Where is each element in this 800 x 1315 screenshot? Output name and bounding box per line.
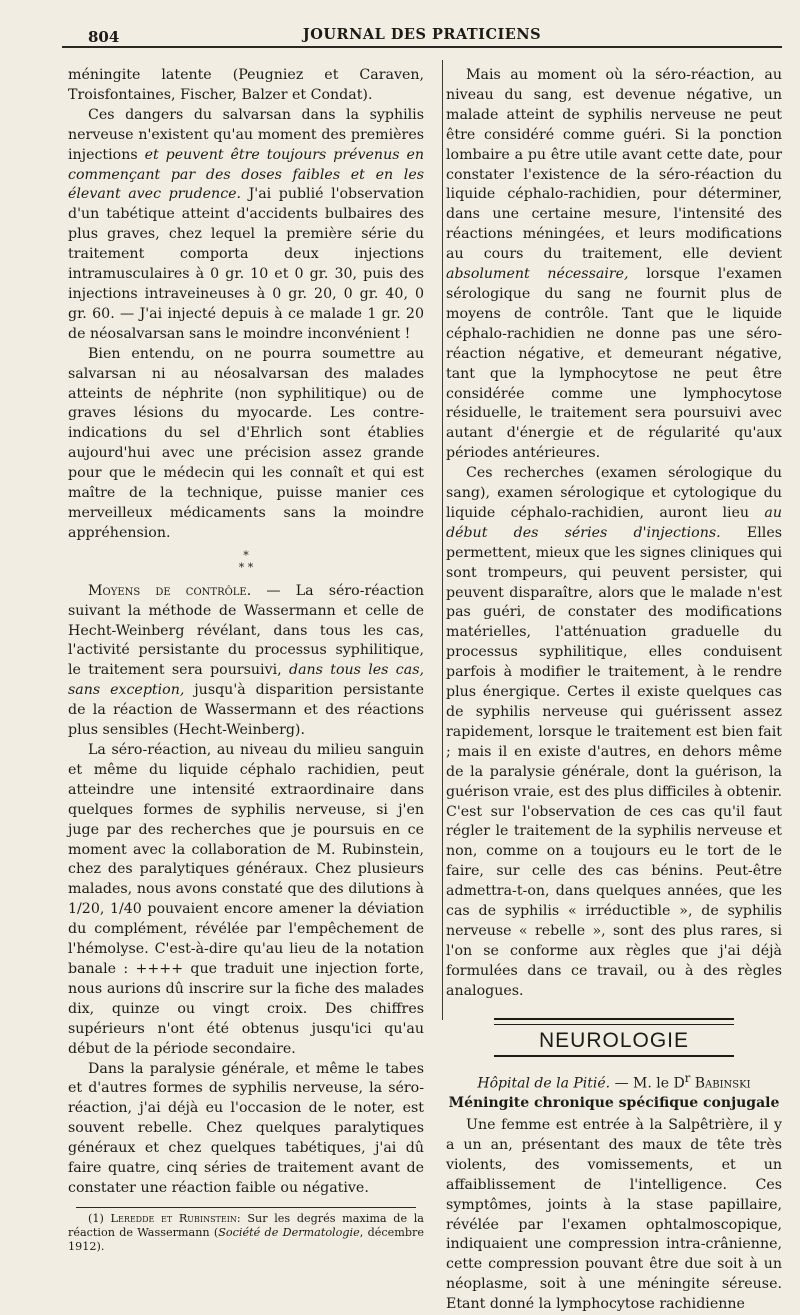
text-run: — La séro-réaction suivant la méthode de Wassermann et celle de Hecht-Weinberg révélant, dans tous les cas, l'activité persistante du processus syphilitique, le traitement sera poursuivi,	[68, 582, 425, 679]
left-column	[68, 66, 424, 1254]
section-title: NEUROLOGIE	[538, 1028, 690, 1052]
text-run: Ces recherches (examen sérologique du sang), examen sérologique et cytologique du liquide céphalo-rachidien, auront lieu	[446, 465, 782, 521]
italic-text: au début des séries d'injections.	[446, 504, 782, 541]
paragraph: Une femme est entrée à la Salpêtrière, il y a un an, présentant des maux de tête très violents, des vomissements, et un affaiblissement de l'intelligence. Ces symptômes, joints à la stase papillaire, révélée par l'examen ophtalmoscopique, indiquaient une compression intra-crânienne, cette compression pouvant être due soit à un néoplasme, soit à une méningite séreuse. Etant donné la lymphocytose rachidienne	[446, 1116, 782, 1313]
text-run: , décembre 1912).	[68, 1225, 424, 1253]
italic-text: et peuvent être toujours prévenus en commençant par des doses faibles et en les élevant avec prudence.	[68, 146, 424, 203]
italic-text: absolument nécessaire,	[446, 266, 629, 283]
asterism-bottom: * *	[238, 560, 254, 574]
asterism	[68, 550, 424, 574]
text-run: Ces dangers du salvarsan dans la syphilis nerveuse n'existent qu'au moment des premières injections	[68, 106, 424, 163]
text-run: : Sur les degrés maxima de la réaction de Wassermann (	[68, 1211, 424, 1239]
italic-text: Société de Dermatologie	[218, 1225, 360, 1239]
journal-title: JOURNAL DES PRATICIENS	[302, 26, 542, 43]
paragraph: La séro-réaction, au niveau du milieu sanguin et même du liquide céphalo rachidien, peut atteindre une intensité extraordinaire dans quelques formes de syphilis nerveuse, si j'en juge par des recherches que je poursuis en ce moment avec la collaboration de M. Rubinstein, chez des paralytiques généraux. Chez plusieurs malades, nous avons constaté que des dilutions à 1/20, 1/40 pouvaient encore amener la déviation du complément, révélée par l'empêchement de l'hémolyse. C'est-à-dire qu'au lieu de la notation banale : ++++ que traduit une injection forte, nous aurions dû inscrire sur la fiche des malades dix, quinze ou vingt croix. Des chiffres supérieurs n'ont été obtenus jusqu'ici qu'au début de la période secondaire.	[68, 742, 424, 1057]
footnote-rule	[76, 1207, 416, 1208]
right-column	[446, 66, 782, 1315]
footnote	[68, 1212, 424, 1254]
section-lead: Moyens de contrôle.	[88, 582, 252, 599]
asterism-top: *	[243, 548, 249, 562]
text-run: J'ai publié l'observation d'un tabétique atteint d'accidents bulbaires des plus graves, chez lequel la première série du traitement comporta deux injections intramusculaires à 0 gr. 10 et 0 gr. 30, puis des injections intraveineuses à 0 gr. 20, 0 gr. 40, 0 gr. 60. — J'ai injecté depuis à ce malade 1 gr. 20 de néosalvarsan sans le moindre inconvénient !	[68, 186, 424, 342]
article-title: Méningite chronique spécifique conjugale	[448, 1095, 780, 1112]
article-location	[446, 1069, 782, 1095]
paragraph	[68, 106, 424, 345]
section-rule	[494, 1055, 734, 1057]
page-number: 804	[88, 28, 120, 46]
author-name: Babinski	[694, 1075, 751, 1092]
paragraph	[446, 66, 782, 464]
column-divider	[442, 60, 443, 1020]
page-header	[62, 22, 782, 46]
paragraph	[446, 464, 782, 1001]
footnote-authors: Leredde et Rubinstein	[110, 1211, 237, 1225]
text-run: jusqu'à disparition persistante de la réaction de Wassermann et des réactions plus sensibles (Hecht-Weinberg).	[68, 682, 424, 739]
text-run: Elles permettent, mieux que les signes cliniques qui sont trompeurs, qui peuvent persister, qui peuvent disparaître, alors que le malade n'est pas guéri, de constater des modifications matérielles, l'atténuation graduelle du processus syphilitique, elles conduisent parfois à modifier le traitement, à le rendre plus énergique. Certes il existe quelques cas de syphilis nerveuse qui guérissent assez rapidement, lorsque le traitement est bien fait ; mais il en existe d'autres, en dehors même de la paralysie générale, dont la guérison, la guérison vraie, est des plus difficiles à obtenir. C'est sur l'observation de ces cas qu'il faut régler le traitement de la syphilis nerveuse et non, comme on a toujours eu le tort de le faire, sur celle des cas bénins. Peut-être admettra-t-on, dans quelques années, que les cas de syphilis « irréductible », de syphilis nerveuse « rebelle », sont des plus rares, si l'on se conforme aux règles que j'ai déjà formulées dans ce travail, ou à des règles analogues.	[446, 524, 783, 999]
header-rule	[62, 46, 782, 48]
section-rule	[494, 1018, 734, 1025]
italic-text: Hôpital de la Pitié.	[477, 1075, 611, 1092]
paragraph	[68, 582, 424, 741]
paragraph: Bien entendu, on ne pourra soumettre au salvarsan ni au néosalvarsan des malades atteints de néphrite (non syphilitique) ou de graves lésions du myocarde. Les contre-indications du sel d'Ehrlich sont établies aujourd'hui avec une précision assez grande pour que le médecin qui les connaît et qui est maître de la technique, puisse manier ces merveilleux médicaments sans la moindre appréhension.	[68, 345, 424, 541]
italic-text: dans tous les cas, sans exception,	[68, 662, 424, 699]
footnote-marker: (1)	[88, 1211, 104, 1225]
paragraph: Dans la paralysie générale, et même le tabes et d'autres formes de syphilis nerveuse, la séro-réaction, j'ai déjà eu l'occasion de le noter, est souvent rebelle. Chez quelques paralytiques généraux et chez quelques tabétiques, j'ai dû faire quatre, cinq séries de traitement avant de constater une réaction faible ou négative.	[68, 1060, 424, 1196]
paragraph: méningite latente (Peugniez et Caraven, Troisfontaines, Fischer, Balzer et Condat).	[68, 67, 424, 103]
text-run: — M. le D	[614, 1075, 685, 1092]
superscript: r	[684, 1070, 691, 1085]
text-run: Mais au moment où la séro-réaction, au niveau du sang, est devenue négative, un malade atteint de syphilis nerveuse ne peut être considéré comme guéri. Si la ponction lombaire a pu être utile avant cette date, pour constater l'existence de la séro-réaction du liquide céphalo-rachidien, pour déterminer, dans une certaine mesure, l'intensité des réactions méningées, et leurs modifications au cours du traitement, elle devient	[446, 67, 782, 263]
text-run: lorsque l'examen sérologique du sang ne fournit plus de moyens de contrôle. Tant que le liquide céphalo-rachidien ne donne pas une séro-réaction négative, et demeurant négative, tant que la lymphocytose ne peut être considérée comme une lymphocytose résiduelle, le traitement sera poursuivi avec autant d'énergie et de régularité qu'aux périodes antérieures.	[446, 266, 782, 462]
